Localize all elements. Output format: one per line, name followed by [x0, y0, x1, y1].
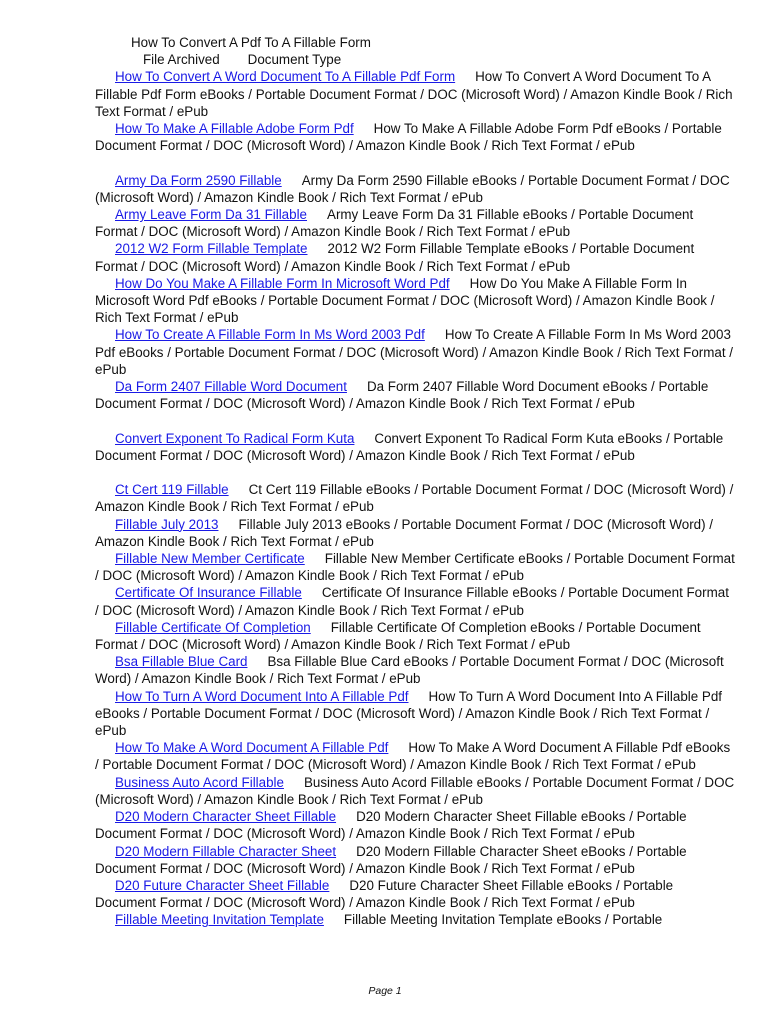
list-item: [95, 688, 735, 740]
entry-description: Fillable Meeting Invitation Template eBooks / Portable: [343, 912, 663, 928]
entry-link[interactable]: D20 Modern Character Sheet Fillable: [115, 809, 337, 825]
list-item: [95, 172, 735, 206]
list-item: [95, 206, 735, 240]
list-item: [95, 911, 735, 928]
entry-description: Army Da Form 2590 Fillable eBooks / Portable Document Format / DOC (Microsoft Word) / Amazon Kindle Book / Rich Text Format / ePub: [95, 172, 730, 205]
entry-description: Certificate Of Insurance Fillable eBooks / Portable Document Format / DOC (Microsoft Word) / Amazon Kindle Book / Rich Text Format / ePub: [95, 585, 729, 618]
list-item: [95, 481, 735, 515]
list-item: [95, 120, 735, 154]
document-title: How To Convert A Pdf To A Fillable Form: [131, 35, 371, 50]
entry-description: How To Create A Fillable Form In Ms Word 2003 Pdf eBooks / Portable Document Format / DOC (Microsoft Word) / Amazon Kindle Book / Rich Text Format / ePub: [95, 327, 734, 377]
entry-link[interactable]: Bsa Fillable Blue Card: [115, 654, 248, 670]
list-item: [95, 275, 735, 327]
entry-link[interactable]: Fillable July 2013: [115, 516, 219, 532]
entry-link[interactable]: Fillable Certificate Of Completion: [115, 619, 311, 635]
entry-link[interactable]: D20 Modern Fillable Character Sheet: [115, 843, 337, 859]
list-item: [95, 843, 735, 877]
document-subtitle: [143, 51, 735, 68]
entry-link[interactable]: How Do You Make A Fillable Form In Microsoft Word Pdf: [115, 275, 450, 291]
entry-description: 2012 W2 Form Fillable Template eBooks / Portable Document Format / DOC (Microsoft Word) / Amazon Kindle Book / Rich Text Format / ePub: [95, 241, 695, 274]
list-item: [95, 550, 735, 584]
entry-description: Fillable July 2013 eBooks / Portable Document Format / DOC (Microsoft Word) / Amazon Kindle Book / Rich Text Format / ePub: [95, 516, 714, 549]
entry-link[interactable]: Business Auto Acord Fillable: [115, 774, 284, 790]
entry-description: D20 Modern Character Sheet Fillable eBooks / Portable Document Format / DOC (Microsoft Word) / Amazon Kindle Book / Rich Text Format / ePub: [95, 809, 687, 842]
entry-description: D20 Future Character Sheet Fillable eBooks / Portable Document Format / DOC (Microsoft Word) / Amazon Kindle Book / Rich Text Format / ePub: [95, 877, 674, 911]
entry-link[interactable]: How To Convert A Word Document To A Fillable Pdf Form: [115, 69, 456, 85]
entry-description: Ct Cert 119 Fillable eBooks / Portable Document Format / DOC (Microsoft Word) / Amazon Kindle Book / Rich Text Format / ePub: [95, 482, 734, 515]
page-number: Page 1: [368, 985, 402, 997]
list-item: [95, 68, 735, 120]
entry-link[interactable]: Convert Exponent To Radical Form Kuta: [115, 430, 355, 446]
list-item: [95, 739, 735, 773]
entry-description: How To Make A Word Document A Fillable Pdf eBooks / Portable Document Format / DOC (Microsoft Word) / Amazon Kindle Book / Rich Text Format / ePub: [95, 740, 731, 773]
entry-description: How Do You Make A Fillable Form In Microsoft Word Pdf eBooks / Portable Document Format / DOC (Microsoft Word) / Amazon Kindle Book / Rich Text Format / ePub: [95, 275, 715, 326]
entry-link[interactable]: D20 Future Character Sheet Fillable: [115, 877, 330, 893]
list-item: [95, 619, 735, 653]
entry-link[interactable]: Certificate Of Insurance Fillable: [115, 585, 302, 601]
entry-link[interactable]: Da Form 2407 Fillable Word Document: [115, 379, 347, 395]
document-page: [95, 34, 735, 929]
entry-description: Bsa Fillable Blue Card eBooks / Portable Document Format / DOC (Microsoft Word) / Amazon Kindle Book / Rich Text Format / ePub: [95, 654, 724, 687]
entry-link[interactable]: Army Leave Form Da 31 Fillable: [115, 207, 308, 223]
entry-link[interactable]: Army Da Form 2590 Fillable: [115, 172, 282, 188]
entry-link[interactable]: Fillable New Member Certificate: [115, 551, 305, 567]
list-item: [95, 653, 735, 687]
entry-description: Business Auto Acord Fillable eBooks / Portable Document Format / DOC (Microsoft Word) / Amazon Kindle Book / Rich Text Format / ePub: [95, 774, 735, 807]
list-item: [95, 326, 735, 378]
entry-link[interactable]: Ct Cert 119 Fillable: [115, 482, 229, 498]
list-item: [95, 516, 735, 550]
list-item: [95, 808, 735, 842]
list-item: [95, 240, 735, 274]
entry-link[interactable]: Fillable Meeting Invitation Template: [115, 912, 324, 928]
entry-link[interactable]: How To Make A Fillable Adobe Form Pdf: [115, 121, 354, 137]
entry-description: Da Form 2407 Fillable Word Document eBooks / Portable Document Format / DOC (Microsoft Word) / Amazon Kindle Book / Rich Text Format / ePub: [95, 379, 709, 412]
entry-description: Fillable Certificate Of Completion eBooks / Portable Document Format / DOC (Microsoft Word) / Amazon Kindle Book / Rich Text Format / ePub: [95, 619, 701, 653]
list-item: [95, 584, 735, 618]
list-item: [95, 430, 735, 464]
entry-list: [95, 68, 735, 928]
entry-description: Army Leave Form Da 31 Fillable eBooks / Portable Document Format / DOC (Microsoft Word) / Amazon Kindle Book / Rich Text Format / ePub: [95, 207, 694, 240]
entry-link[interactable]: 2012 W2 Form Fillable Template: [115, 241, 308, 257]
entry-link[interactable]: How To Turn A Word Document Into A Fillable Pdf: [115, 688, 409, 704]
list-item: [95, 774, 735, 808]
file-archived-label: File Archived: [143, 52, 220, 68]
entry-link[interactable]: How To Make A Word Document A Fillable Pdf: [115, 740, 389, 756]
entry-description: How To Convert A Word Document To A Fillable Pdf Form eBooks / Portable Document Format / DOC (Microsoft Word) / Amazon Kindle Book / Rich Text Format / ePub: [95, 69, 733, 119]
list-item: [95, 877, 735, 911]
entry-description: How To Turn A Word Document Into A Fillable Pdf eBooks / Portable Document Format / DOC (Microsoft Word) / Amazon Kindle Book / Rich Text Format / ePub: [95, 688, 723, 739]
entry-description: D20 Modern Fillable Character Sheet eBooks / Portable Document Format / DOC (Microsoft Word) / Amazon Kindle Book / Rich Text Format / ePub: [95, 843, 687, 876]
entry-description: How To Make A Fillable Adobe Form Pdf eBooks / Portable Document Format / DOC (Microsoft Word) / Amazon Kindle Book / Rich Text Format / ePub: [95, 121, 722, 154]
list-item: [95, 378, 735, 412]
entry-link[interactable]: How To Create A Fillable Form In Ms Word 2003 Pdf: [115, 327, 425, 343]
document-type-label: Document Type: [247, 52, 342, 68]
entry-description: Convert Exponent To Radical Form Kuta eBooks / Portable Document Format / DOC (Microsoft Word) / Amazon Kindle Book / Rich Text Format / ePub: [95, 430, 724, 463]
entry-description: Fillable New Member Certificate eBooks / Portable Document Format / DOC (Microsoft Word) / Amazon Kindle Book / Rich Text Format / ePub: [95, 551, 735, 584]
